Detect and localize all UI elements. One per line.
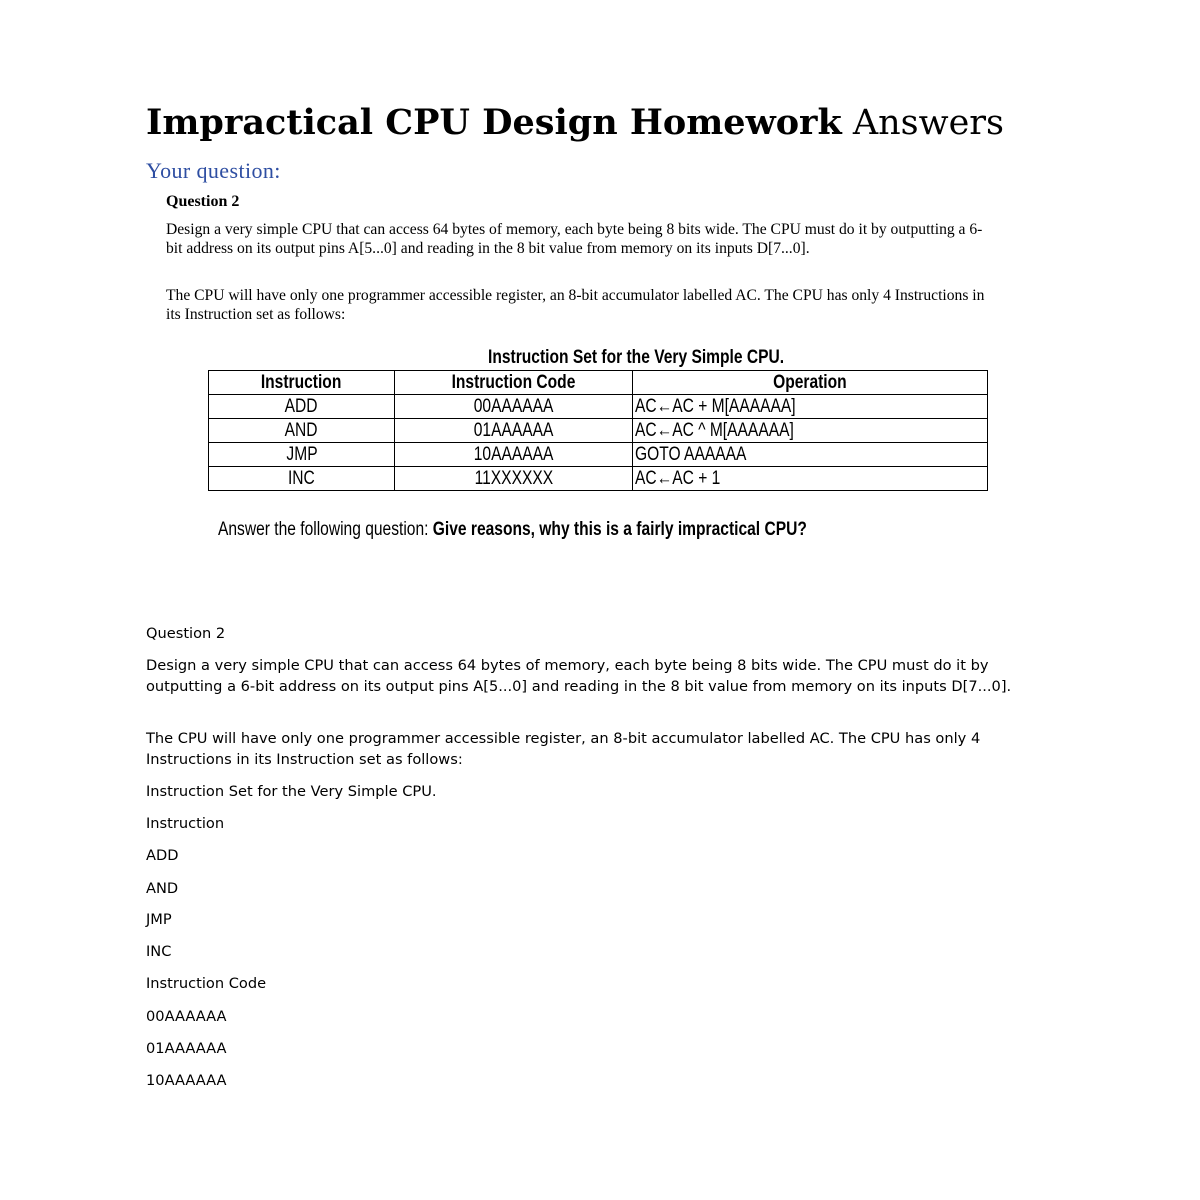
question-paragraph-2: The CPU will have only one programmer accessible register, an 8-bit accumulator labelled AC. The CPU has only 4 Instructions in its Instruction set as follows:: [166, 287, 985, 323]
table-row: [209, 395, 988, 419]
transcript-line: ADD: [146, 847, 179, 864]
cell-operation: GOTO AAAAAA: [633, 443, 988, 467]
transcript-line: JMP: [146, 911, 172, 928]
transcript-line: 00AAAAAA: [146, 1008, 227, 1025]
cell-instruction: JMP: [209, 443, 395, 467]
transcript-line: INC: [146, 943, 172, 960]
cell-instruction: ADD: [209, 395, 395, 419]
cell-code: 01AAAAAA: [395, 419, 633, 443]
header-instruction: Instruction: [209, 371, 395, 395]
transcript-paragraph-1: Design a very simple CPU that can access 64 bytes of memory, each byte being 8 bits wide. The CPU must do it by outputting a 6-bit address on its output pins A[5...0] and reading in the 8 bit value from memory on its inputs D[7...0].: [146, 657, 1012, 695]
transcript-caption: Instruction Set for the Very Simple CPU.: [146, 783, 437, 800]
transcript-line: 10AAAAAA: [146, 1072, 227, 1089]
table-row: [209, 419, 988, 443]
transcript-paragraph-2: The CPU will have only one programmer accessible register, an 8-bit accumulator labelled AC. The CPU has only 4 Instructions in its Instruction set as follows:: [146, 730, 981, 768]
cell-instruction: AND: [209, 419, 395, 443]
cell-operation: AC←AC ^ M[AAAAAA]: [633, 419, 988, 443]
transcript-line: Instruction Code: [146, 975, 267, 992]
cell-code: 10AAAAAA: [395, 443, 633, 467]
header-operation: Operation: [633, 371, 988, 395]
instruction-set-table: [208, 370, 988, 491]
cell-instruction: INC: [209, 467, 395, 491]
cell-code: 11XXXXXX: [395, 467, 633, 491]
document-title-bold: Impractical CPU Design Homework: [146, 102, 842, 143]
transcript-heading: Question 2: [146, 625, 226, 642]
table-row: [209, 443, 988, 467]
document-title-rest: Answers: [841, 103, 1005, 143]
transcript-line: 01AAAAAA: [146, 1040, 227, 1057]
document-title: [146, 98, 1004, 148]
table-caption: Instruction Set for the Very Simple CPU.: [488, 347, 785, 368]
header-instruction-code: Instruction Code: [395, 371, 633, 395]
answer-question: Give reasons, why this is a fairly impractical CPU?: [432, 519, 807, 540]
section-label: Your question:: [146, 158, 281, 183]
cell-operation: AC←AC + 1: [633, 467, 988, 491]
cell-code: 00AAAAAA: [395, 395, 633, 419]
transcript-line: Instruction: [146, 815, 225, 832]
answer-prefix: Answer the following question:: [218, 519, 433, 540]
question-paragraph-1: Design a very simple CPU that can access 64 bytes of memory, each byte being 8 bits wide. The CPU must do it by outputting a 6-bit address on its output pins A[5...0] and reading in the 8 bit value from memory on its inputs D[7...0].: [166, 221, 983, 257]
cell-operation: AC←AC + M[AAAAAA]: [633, 395, 988, 419]
question-heading: Question 2: [166, 193, 240, 210]
transcript-line: AND: [146, 880, 179, 897]
table-header-row: [209, 371, 988, 395]
answer-prompt: [218, 518, 807, 542]
table-row: [209, 467, 988, 491]
